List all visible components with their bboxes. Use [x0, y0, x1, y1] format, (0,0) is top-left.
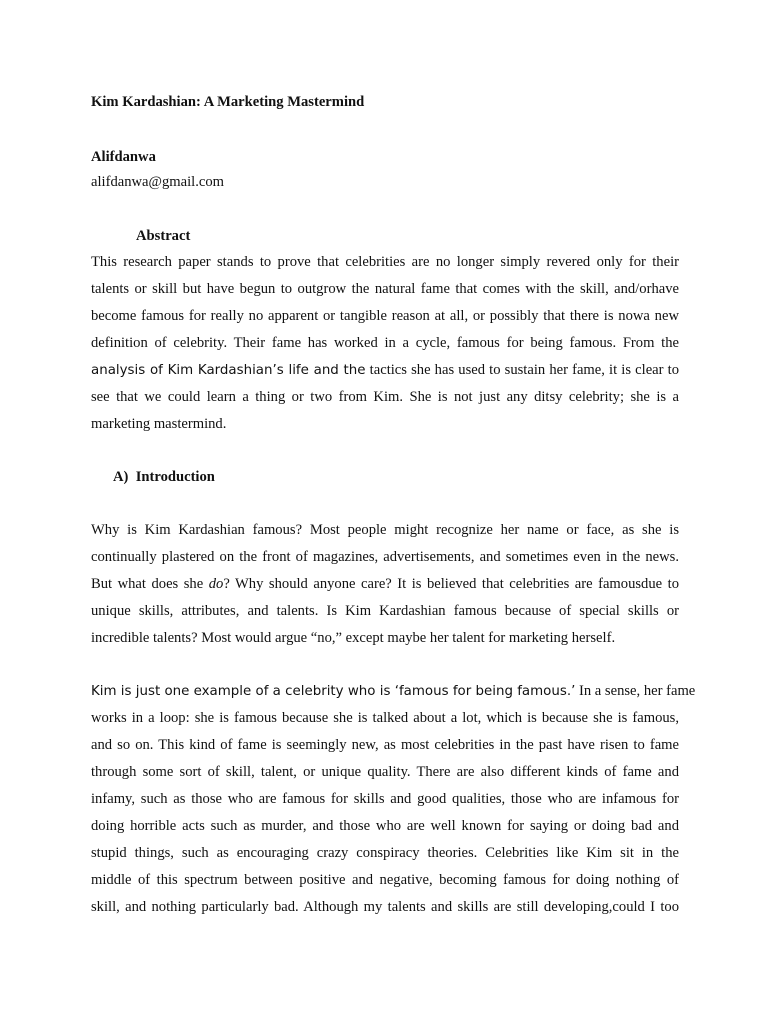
abstract-line: see that we could learn a thing or two from Kim. She is not just any ditsy celebrity; she is a [91, 389, 679, 405]
abstract-line [91, 361, 679, 380]
abstract-line: marketing mastermind. [91, 416, 227, 432]
abstract-line-rest: tactics she has used to sustain her fame, it is clear to [365, 362, 679, 378]
paragraph-line: unique skills, attributes, and talents. Is Kim Kardashian famous because of special skills or [91, 603, 679, 619]
paragraph-line: middle of this spectrum between positive and negative, becoming famous for doing nothing of [91, 872, 679, 888]
abstract-line: definition of celebrity. Their fame has worked in a cycle, famous for being famous. From the [91, 335, 679, 351]
line-pre: But what does she [91, 576, 209, 592]
paragraph-line [91, 575, 679, 593]
author-name: Alifdanwa [91, 149, 156, 165]
paragraph-line: skill, and nothing particularly bad. Although my talents and skills are still developing,could I too [91, 899, 679, 915]
paragraph-line: and so on. This kind of fame is seemingly new, as most celebrities in the past have risen to fame [91, 737, 679, 753]
paragraph-line: works in a loop: she is famous because she is talked about a lot, which is because she is famous, [91, 710, 679, 726]
paragraph-line: stupid things, such as encouraging crazy conspiracy theories. Celebrities like Kim sit in the [91, 845, 679, 861]
paragraph-line: Why is Kim Kardashian famous? Most people might recognize her name or face, as she is [91, 522, 679, 538]
paragraph-line [91, 682, 696, 701]
abstract-line-alt-font: analysis of Kim Kardashian’s life and the [91, 363, 366, 378]
paragraph-line-rest: In a sense, her fame [575, 683, 696, 699]
paragraph-line: infamy, such as those who are famous for skills and good qualities, those who are infamous for [91, 791, 679, 807]
section-heading-introduction: A) Introduction [113, 469, 215, 485]
paper-title: Kim Kardashian: A Marketing Mastermind [91, 94, 365, 110]
abstract-heading: Abstract [136, 228, 191, 244]
paragraph-line: doing horrible acts such as murder, and those who are well known for saying or doing bad and [91, 818, 679, 834]
author-email: alifdanwa@gmail.com [91, 174, 224, 190]
paragraph-line: continually plastered on the front of magazines, advertisements, and sometimes even in the news. [91, 549, 679, 565]
abstract-line: become famous for really no apparent or tangible reason at all, or possibly that there is nowa new [91, 308, 679, 324]
paragraph-line: through some sort of skill, talent, or unique quality. There are also different kinds of fame and [91, 764, 679, 780]
line-post: ? Why should anyone care? It is believed that celebrities are famousdue to [223, 576, 679, 592]
paragraph-line: incredible talents? Most would argue “no,” except maybe her talent for marketing herself. [91, 630, 616, 646]
emphasis-do: do [208, 576, 224, 592]
paragraph-line-alt-font: Kim is just one example of a celebrity who is ‘famous for being famous.’ [91, 684, 576, 699]
abstract-line: This research paper stands to prove that celebrities are no longer simply revered only for their [91, 254, 679, 270]
abstract-line: talents or skill but have begun to outgrow the natural fame that comes with the skill, and/orhave [91, 281, 679, 297]
